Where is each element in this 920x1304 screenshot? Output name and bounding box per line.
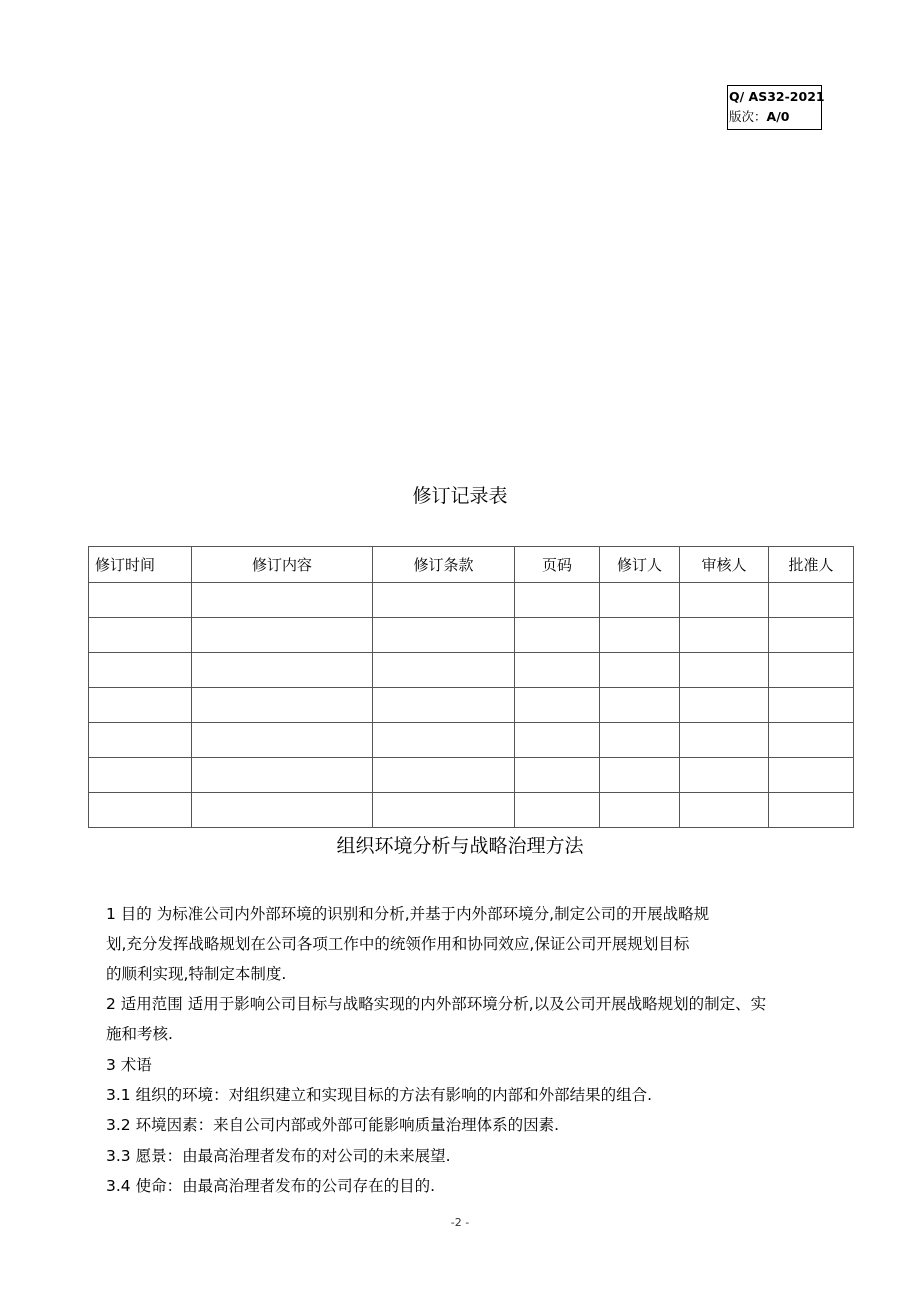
table-cell	[769, 583, 854, 618]
page-number: -2 -	[450, 1216, 470, 1229]
body-line: 3.4 使命：由最高治理者发布的公司存在的目的.	[106, 1177, 436, 1195]
body-line: 3.1 组织的环境：对组织建立和实现目标的方法有影响的内部和外部结果的组合.	[106, 1086, 653, 1104]
table-cell	[515, 688, 600, 723]
body-line: 施和考核.	[106, 1025, 173, 1043]
body-line: 划,充分发挥战略规划在公司各项工作中的统领作用和协同效应,保证公司开展规划目标	[106, 935, 690, 953]
table-row	[89, 793, 854, 828]
table-cell	[89, 758, 192, 793]
table-row	[89, 583, 854, 618]
table-cell	[680, 618, 769, 653]
table-cell	[192, 688, 373, 723]
column-header: 页码	[515, 547, 600, 583]
table-cell	[769, 688, 854, 723]
table-cell	[89, 793, 192, 828]
body-line: 的顺利实现,特制定本制度.	[106, 965, 287, 983]
table-cell	[680, 583, 769, 618]
version-line	[729, 107, 821, 127]
table-cell	[600, 688, 680, 723]
version-label: 版次：	[729, 109, 767, 124]
method-title: 组织环境分析与战略治理方法	[336, 835, 584, 857]
table-cell	[680, 758, 769, 793]
table-cell	[192, 723, 373, 758]
table-cell	[192, 793, 373, 828]
table-cell	[373, 723, 515, 758]
version-value: A/0	[766, 109, 790, 124]
column-header: 修订内容	[192, 547, 373, 583]
table-cell	[515, 583, 600, 618]
table-cell	[515, 653, 600, 688]
table-cell	[680, 723, 769, 758]
table-cell	[769, 758, 854, 793]
revision-table	[88, 546, 854, 828]
table-cell	[600, 583, 680, 618]
table-cell	[89, 618, 192, 653]
table-cell	[515, 723, 600, 758]
table-cell	[192, 653, 373, 688]
body-line: 3.3 愿景：由最高治理者发布的对公司的未来展望.	[106, 1147, 451, 1165]
table-cell	[373, 583, 515, 618]
body-line: 3.2 环境因素：来自公司内部或外部可能影响质量治理体系的因素.	[106, 1116, 560, 1134]
column-header: 修订人	[600, 547, 680, 583]
table-cell	[600, 723, 680, 758]
table-cell	[515, 793, 600, 828]
revision-table-title: 修订记录表	[412, 485, 508, 507]
table-cell	[769, 793, 854, 828]
table-cell	[600, 653, 680, 688]
table-cell	[769, 653, 854, 688]
table-cell	[373, 653, 515, 688]
table-cell	[600, 618, 680, 653]
table-cell	[89, 653, 192, 688]
column-header: 修订时间	[89, 547, 192, 583]
table-row	[89, 758, 854, 793]
table-cell	[373, 688, 515, 723]
document-code-box	[727, 85, 825, 130]
document-code: Q/ AS32-2021	[729, 89, 825, 104]
table-cell	[680, 653, 769, 688]
table-cell	[680, 793, 769, 828]
table-row	[89, 653, 854, 688]
body-line: 3 术语	[106, 1056, 152, 1074]
body-line: 1 目的 为标准公司内外部环境的识别和分析,并基于内外部环境分,制定公司的开展战略规	[106, 905, 710, 923]
table-cell	[373, 618, 515, 653]
table-cell	[192, 618, 373, 653]
table-cell	[89, 688, 192, 723]
table-cell	[600, 758, 680, 793]
table-cell	[373, 793, 515, 828]
revision-table-header	[89, 547, 854, 583]
table-row	[89, 618, 854, 653]
table-row	[89, 688, 854, 723]
table-cell	[600, 793, 680, 828]
table-row	[89, 723, 854, 758]
table-cell	[515, 758, 600, 793]
table-cell	[89, 583, 192, 618]
table-cell	[373, 758, 515, 793]
table-cell	[515, 618, 600, 653]
table-cell	[769, 723, 854, 758]
column-header: 审核人	[680, 547, 769, 583]
table-cell	[680, 688, 769, 723]
table-cell	[192, 583, 373, 618]
body-line: 2 适用范围 适用于影响公司目标与战略实现的内外部环境分析,以及公司开展战略规划的制定、实	[106, 995, 767, 1013]
column-header: 修订条款	[373, 547, 515, 583]
column-header: 批准人	[769, 547, 854, 583]
table-cell	[89, 723, 192, 758]
table-cell	[192, 758, 373, 793]
table-cell	[769, 618, 854, 653]
